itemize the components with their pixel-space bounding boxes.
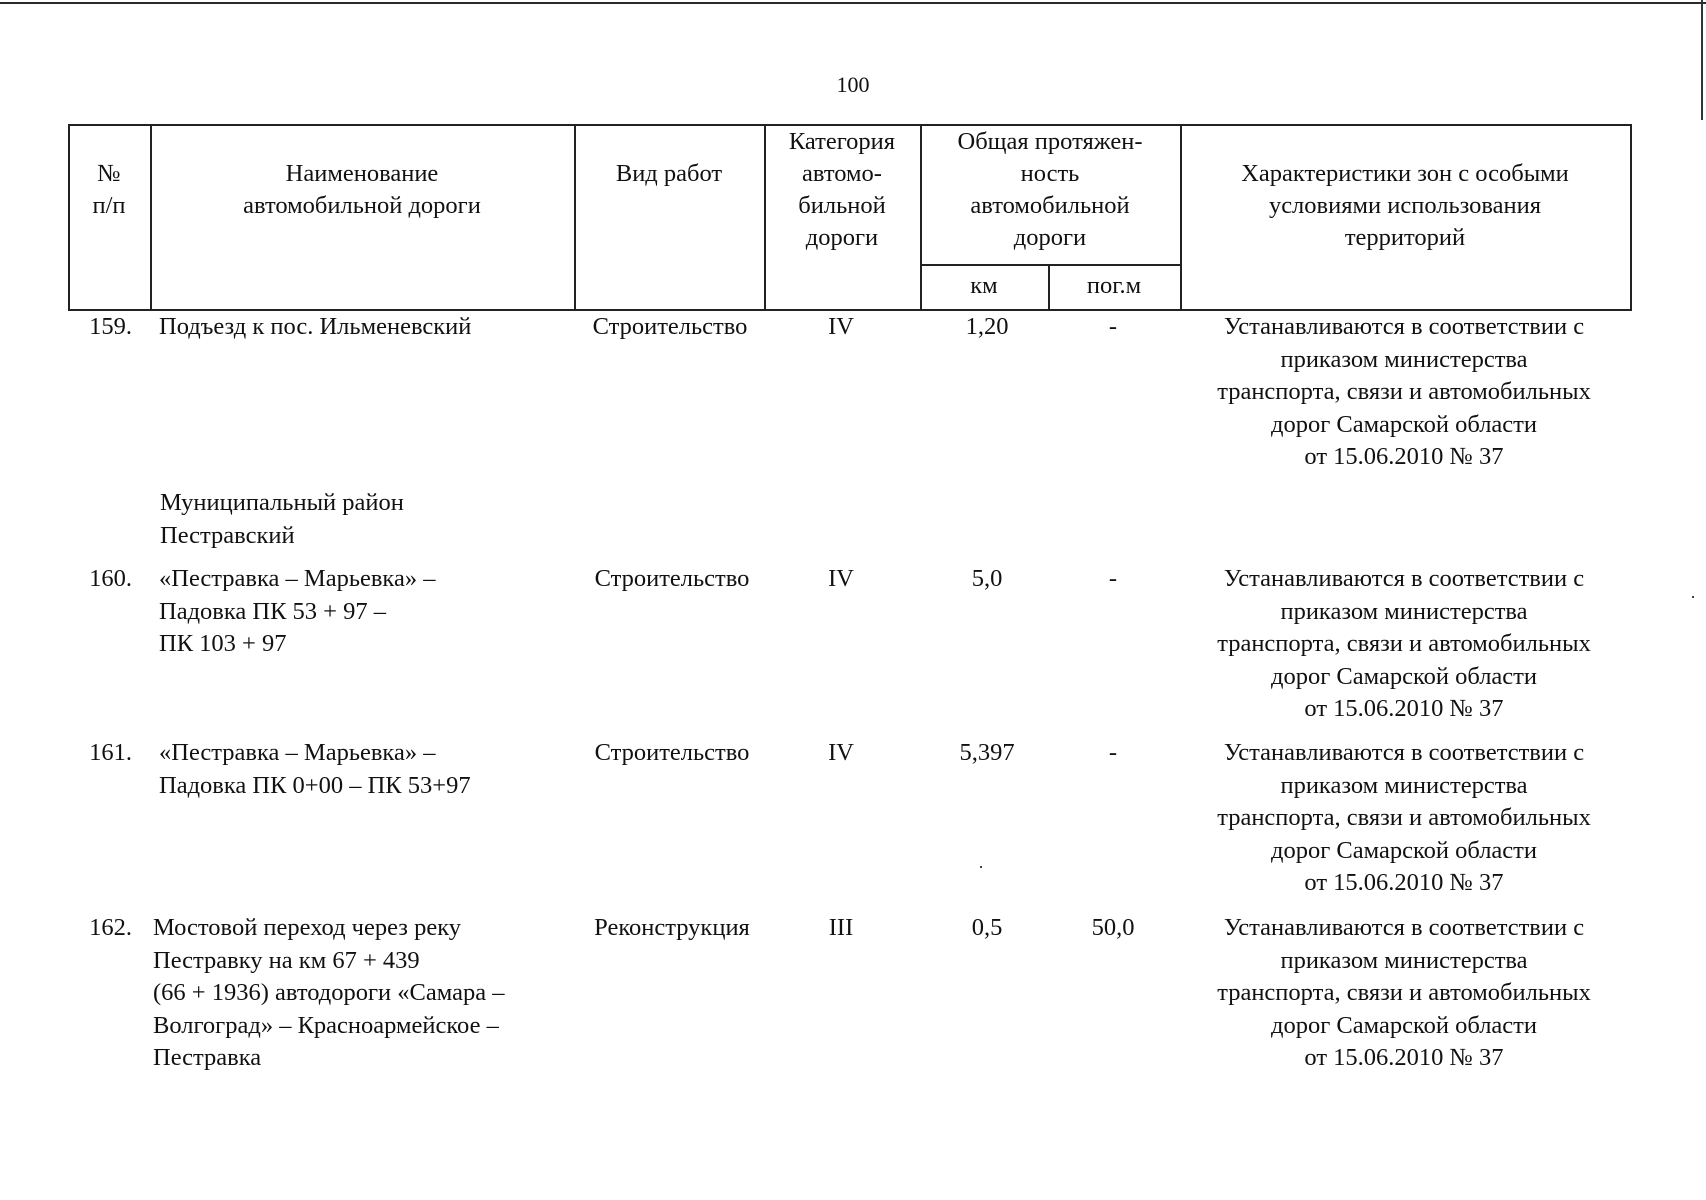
header-zones-line: территорий bbox=[1344, 224, 1466, 251]
scan-speck bbox=[1692, 596, 1694, 598]
header-name bbox=[150, 158, 574, 222]
road-name bbox=[153, 912, 573, 1075]
zone-text-line: Устанавливаются в соответствии с bbox=[1223, 313, 1585, 340]
zone-text-line: дорог Самарской области bbox=[1271, 410, 1537, 438]
header-pogm: пог.м bbox=[1086, 272, 1142, 299]
road-name bbox=[159, 737, 579, 802]
scan-edge-right bbox=[1701, 0, 1703, 120]
header-zones-line: условиями использования bbox=[1268, 192, 1542, 219]
length-pogm: - bbox=[1108, 565, 1118, 592]
zone-text-line: Устанавливаются в соответствии с bbox=[1223, 565, 1585, 592]
header-divider bbox=[574, 124, 576, 310]
road-name-line: Пестравку на км 67 + 439 bbox=[153, 946, 420, 974]
zone-text-line: от 15.06.2010 № 37 bbox=[1304, 443, 1504, 470]
zone-characteristics bbox=[1174, 737, 1634, 900]
district-heading-line: Пестравский bbox=[160, 521, 295, 549]
district-heading bbox=[160, 487, 404, 552]
header-length bbox=[920, 126, 1180, 254]
header-num bbox=[68, 158, 150, 222]
length-km: 5,397 bbox=[959, 739, 1015, 766]
road-name bbox=[159, 563, 579, 661]
header-length-line: ность bbox=[1020, 160, 1080, 187]
road-name bbox=[159, 311, 579, 344]
work-type: Строительство bbox=[594, 565, 750, 592]
header-zones bbox=[1180, 158, 1630, 254]
header-sub-divider bbox=[920, 264, 1180, 266]
header-work-line: Вид работ bbox=[615, 160, 723, 187]
road-name-line: «Пестравка – Марьевка» – bbox=[159, 565, 436, 592]
row-number: 161. bbox=[89, 739, 132, 766]
header-category-line: Категория bbox=[788, 128, 896, 155]
zone-text-line: от 15.06.2010 № 37 bbox=[1304, 695, 1504, 722]
road-name-line: Волгоград» – Красноармейское – bbox=[153, 1011, 499, 1039]
road-name-line: Пестравка bbox=[153, 1044, 262, 1071]
header-category bbox=[764, 126, 920, 254]
header-category-line: дороги bbox=[805, 224, 879, 251]
length-pogm: - bbox=[1108, 739, 1118, 766]
zone-text-line: приказом министерства bbox=[1280, 597, 1528, 625]
zone-text-line: транспорта, связи и автомобильных bbox=[1217, 378, 1591, 405]
zone-text-line: дорог Самарской области bbox=[1271, 1011, 1537, 1039]
header-km: км bbox=[970, 272, 998, 299]
zone-text-line: приказом министерства bbox=[1280, 345, 1528, 373]
zone-text-line: от 15.06.2010 № 37 bbox=[1304, 869, 1504, 896]
zone-characteristics bbox=[1174, 311, 1634, 474]
header-work bbox=[574, 158, 764, 190]
road-name-line: Падовка ПК 0+00 – ПК 53+97 bbox=[159, 771, 471, 799]
work-type: Строительство bbox=[592, 313, 748, 340]
zone-text-line: приказом министерства bbox=[1280, 946, 1528, 974]
zone-text-line: дорог Самарской области bbox=[1271, 662, 1537, 690]
road-name-line: Мостовой переход через реку bbox=[153, 914, 462, 941]
scan-speck bbox=[980, 866, 982, 868]
work-type: Реконструкция bbox=[594, 914, 750, 941]
header-length-line: дороги bbox=[1013, 224, 1087, 251]
work-type: Строительство bbox=[594, 739, 750, 766]
header-name-line: автомобильной дороги bbox=[243, 192, 481, 219]
road-name-line: Подъезд к пос. Ильменевский bbox=[159, 313, 472, 340]
zone-text-line: от 15.06.2010 № 37 bbox=[1304, 1044, 1504, 1071]
length-km: 1,20 bbox=[965, 313, 1009, 340]
length-pogm: - bbox=[1108, 313, 1118, 340]
zone-characteristics bbox=[1174, 563, 1634, 726]
district-heading-line: Муниципальный район bbox=[160, 489, 404, 516]
header-category-line: бильной bbox=[798, 192, 886, 219]
header-num-line: п/п bbox=[92, 192, 126, 219]
road-name-line: «Пестравка – Марьевка» – bbox=[159, 739, 436, 766]
table-header bbox=[68, 124, 1632, 310]
header-name-line: Наименование bbox=[285, 160, 439, 187]
header-length-line: автомобильной bbox=[970, 192, 1130, 219]
length-km: 0,5 bbox=[971, 914, 1003, 941]
header-border-right bbox=[1630, 124, 1632, 310]
header-length-line: Общая протяжен- bbox=[957, 128, 1143, 155]
page-number: 100 bbox=[836, 72, 870, 97]
header-category-line: автомо- bbox=[802, 160, 882, 187]
road-category: IV bbox=[828, 313, 854, 340]
header-num-line: № bbox=[97, 160, 121, 187]
zone-text-line: транспорта, связи и автомобильных bbox=[1217, 630, 1591, 657]
zone-characteristics bbox=[1174, 912, 1634, 1075]
zone-text-line: транспорта, связи и автомобильных bbox=[1217, 804, 1591, 831]
zone-text-line: дорог Самарской области bbox=[1271, 836, 1537, 864]
header-zones-line: Характеристики зон с особыми bbox=[1241, 160, 1569, 187]
zone-text-line: приказом министерства bbox=[1280, 771, 1528, 799]
road-category: IV bbox=[828, 739, 854, 766]
scan-edge-top bbox=[0, 2, 1706, 4]
road-name-line: ПК 103 + 97 bbox=[159, 630, 287, 657]
row-number: 160. bbox=[89, 565, 132, 592]
road-category: III bbox=[828, 914, 854, 941]
road-name-line: (66 + 1936) автодороги «Самара – bbox=[153, 979, 505, 1006]
zone-text-line: Устанавливаются в соответствии с bbox=[1223, 739, 1585, 766]
road-category: IV bbox=[828, 565, 854, 592]
length-pogm: 50,0 bbox=[1091, 914, 1135, 941]
zone-text-line: транспорта, связи и автомобильных bbox=[1217, 979, 1591, 1006]
road-name-line: Падовка ПК 53 + 97 – bbox=[159, 597, 386, 625]
zone-text-line: Устанавливаются в соответствии с bbox=[1223, 914, 1585, 941]
length-km: 5,0 bbox=[971, 565, 1003, 592]
row-number: 162. bbox=[89, 914, 132, 941]
row-number: 159. bbox=[89, 313, 132, 340]
